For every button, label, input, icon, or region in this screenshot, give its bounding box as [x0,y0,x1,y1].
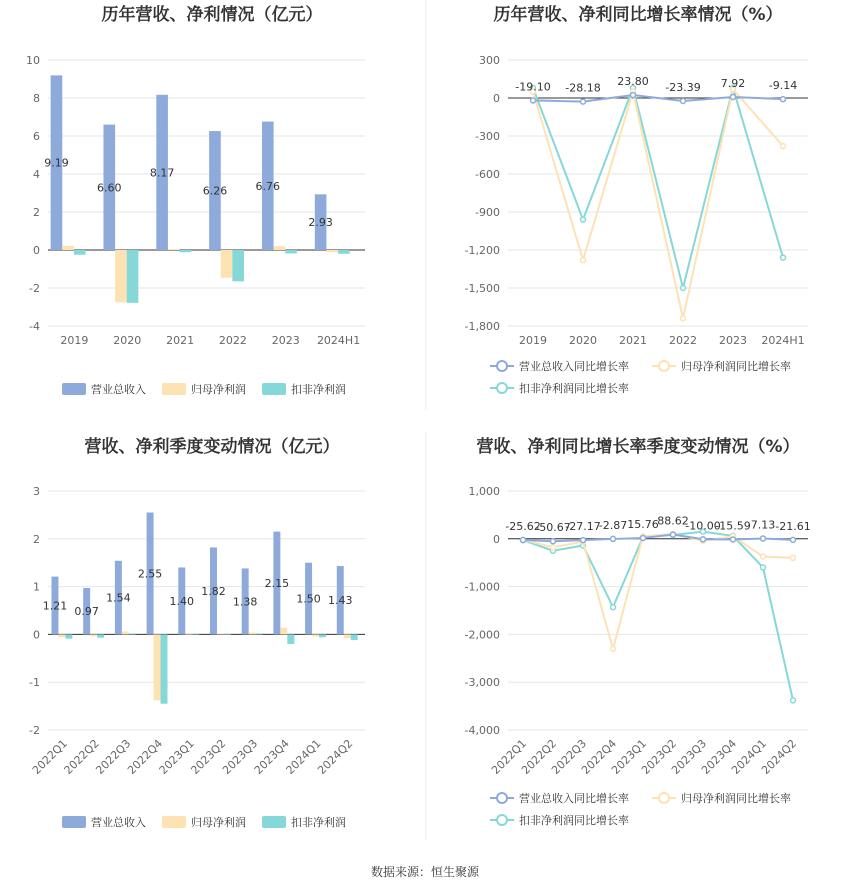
x-tick-label: 2023 [271,334,300,347]
data-label: 1.38 [232,595,258,609]
bar-2 [168,249,180,250]
legend [490,791,791,827]
chart-panel-3 [29,436,365,829]
legend-swatch [162,383,186,395]
bar-3 [256,633,263,634]
legend-label: 归母净利润 [191,383,246,396]
bar-2 [122,632,129,635]
y-tick-label: 0 [493,92,500,105]
x-tick-label: 2022Q4 [579,736,620,777]
y-tick-label: -1,200 [464,244,500,257]
x-tick-label: 2019 [60,334,89,347]
data-point [671,532,676,537]
x-tick-label: 2024Q1 [729,736,770,777]
bar-2 [326,250,338,252]
y-tick-label: 0 [33,628,40,642]
data-point [781,255,786,260]
chart-panel-1 [26,4,365,396]
series-line-2 [533,89,783,318]
legend [62,382,346,396]
y-tick-label: 6 [33,130,40,143]
x-tick-label: 2024H1 [761,334,805,347]
bar-2 [154,634,161,700]
legend-label: 归母净利润 [191,816,246,829]
data-label: -50.67 [535,521,571,535]
x-tick-label: 2023Q2 [639,736,680,777]
data-point [781,97,786,102]
x-tick-label: 2024Q1 [283,736,324,777]
y-tick-label: 2 [33,532,40,546]
x-tick-label: 2023Q4 [251,736,292,777]
x-tick-label: 2022Q3 [549,736,590,777]
data-label: 7.13 [750,518,776,532]
data-point [681,316,686,321]
bar-2 [185,634,192,635]
data-point [581,258,586,263]
data-label: 6.60 [97,181,122,195]
legend-label: 营业总收入 [91,816,146,829]
bar-3 [338,250,350,254]
y-tick-label: -1,800 [464,320,500,333]
y-tick-label: 2 [33,206,40,219]
chart-title: 历年营收、净利情况（亿元） [101,5,323,25]
legend-marker [659,793,669,803]
y-tick-label: -900 [475,206,500,219]
y-tick-label: -1,500 [464,282,500,295]
data-point [791,698,796,703]
bar-2 [274,246,286,250]
series-line-3 [523,532,793,701]
data-label: -19.10 [515,80,551,94]
legend-label: 扣非净利润同比增长率 [519,814,629,827]
data-point [631,92,636,97]
chart-panel-2 [465,4,808,395]
series-line-1 [523,535,793,542]
legend-label: 扣非净利润同比增长率 [519,382,629,395]
y-tick-label: 1,000 [468,485,500,498]
data-label: -25.62 [505,520,541,534]
y-tick-label: 4 [33,168,40,181]
bar-3 [351,634,358,640]
bar-2 [217,633,224,634]
legend-marker [659,361,669,371]
data-label: -21.61 [775,519,811,533]
x-tick-label: 2022 [218,334,247,347]
data-point [731,94,736,99]
data-label: 1.50 [296,592,321,606]
y-tick-label: 3 [33,485,40,498]
bar-3 [232,250,244,281]
legend-swatch [262,816,286,828]
data-point [761,565,766,570]
data-label: 8.17 [149,166,175,180]
data-point [581,99,586,104]
data-label: -10.00 [685,519,721,533]
data-label: 1.43 [328,594,353,608]
x-tick-label: 2023Q1 [609,736,650,777]
data-label: 1.82 [201,584,226,598]
series-line-2 [523,534,793,649]
y-tick-label: -2 [29,282,40,295]
x-tick-label: 2023Q3 [669,736,710,777]
data-label: 1.54 [106,591,131,605]
data-label: 9.19 [44,156,69,170]
y-tick-label: 300 [479,54,500,67]
bar-3 [180,250,192,252]
bar-2 [90,634,97,636]
chart-title: 历年营收、净利同比增长率情况（%） [493,5,783,25]
x-tick-label: 2021 [619,334,647,347]
data-label: 23.80 [617,74,649,88]
data-label: 2.93 [308,216,333,230]
y-tick-label: -1,000 [464,580,500,594]
bar-3 [129,633,136,634]
data-label: 1.21 [42,599,68,613]
source-note: 数据来源：恒生聚源 [370,865,480,879]
data-label: -2.87 [598,518,628,532]
bar-2 [344,634,351,638]
data-point [791,537,796,542]
data-label: 6.76 [255,179,281,193]
x-tick-label: 2023Q3 [220,736,261,777]
bar-2 [58,634,65,637]
y-tick-label: 0 [33,244,40,257]
legend-label: 扣非净利润 [291,383,346,396]
data-label: 15.76 [627,518,659,532]
bar-3 [97,634,104,637]
x-tick-label: 2022Q3 [93,736,134,777]
legend [490,359,791,395]
y-tick-label: -3,000 [464,676,500,690]
data-point [761,536,766,541]
data-label: 2.55 [137,567,163,581]
data-point [551,539,556,544]
data-label: -28.18 [565,81,601,95]
data-label: 6.26 [202,184,228,198]
data-point [791,555,796,560]
x-tick-label: 2023Q1 [156,736,197,777]
legend-swatch [162,816,186,828]
y-tick-label: -2,000 [464,628,500,642]
y-tick-label: -1 [29,676,40,690]
legend-marker [497,793,507,803]
x-tick-label: 2020 [569,334,597,347]
data-label: -15.59 [715,519,751,533]
data-label: -9.14 [768,79,798,93]
x-tick-label: 2022Q2 [519,736,560,777]
legend-swatch [62,816,86,828]
y-tick-label: -300 [475,130,500,143]
bar-3 [287,634,294,644]
x-tick-label: 2019 [519,334,547,347]
x-tick-label: 2022Q1 [489,736,530,777]
data-label: 1.40 [169,594,195,608]
y-tick-label: 1 [33,580,40,594]
legend-marker [497,383,507,393]
bar-3 [161,634,168,703]
data-point [611,605,616,610]
x-tick-label: 2020 [113,334,142,347]
data-point [681,286,686,291]
x-tick-label: 2023 [719,334,747,347]
chart-title: 营收、净利季度变动情况（亿元） [84,437,340,457]
legend-swatch [62,383,86,395]
legend-marker [497,815,507,825]
bar-2 [249,632,256,634]
data-point [611,646,616,651]
data-point [761,554,766,559]
data-label: -23.39 [665,80,701,94]
y-tick-label: 8 [33,92,40,105]
data-point [781,144,786,149]
x-tick-label: 2023Q4 [699,736,740,777]
bar-3 [319,634,326,637]
data-point [581,538,586,543]
bar-2 [312,634,319,636]
x-tick-label: 2022Q4 [125,736,166,777]
legend-label: 营业总收入同比增长率 [519,792,629,805]
bar-3 [285,250,297,253]
y-tick-label: 0 [493,532,500,546]
x-tick-label: 2023Q2 [188,736,229,777]
bar-2 [280,628,287,635]
data-label: 2.15 [264,577,290,591]
y-tick-label: -600 [475,168,500,181]
legend [62,815,346,829]
data-label: 7.92 [720,76,746,90]
bar-3 [127,250,139,303]
legend-swatch [262,383,286,395]
bar-2 [115,250,127,302]
data-point [701,537,706,542]
x-tick-label: 2021 [166,334,195,347]
y-tick-label: -4,000 [464,724,500,737]
x-tick-label: 2022Q2 [61,736,102,777]
data-point [641,536,646,541]
series-line-3 [533,88,783,288]
legend-marker [497,361,507,371]
chart-title: 营收、净利同比增长率季度变动情况（%） [476,437,800,457]
legend-label: 营业总收入 [91,383,146,396]
data-point [681,98,686,103]
data-label: -27.17 [565,520,601,534]
data-point [551,545,556,550]
y-tick-label: -2 [29,724,40,737]
data-point [531,98,536,103]
bar-3 [65,634,72,638]
y-tick-label: 10 [26,54,40,67]
data-point [581,217,586,222]
bar-3 [224,634,231,635]
data-point [521,538,526,543]
legend-label: 归母净利润同比增长率 [681,360,791,373]
x-tick-label: 2024H1 [316,334,361,347]
legend-label: 扣非净利润 [291,816,346,829]
data-point [731,537,736,542]
bar-3 [74,250,86,255]
legend-label: 营业总收入同比增长率 [519,360,629,373]
bar-2 [221,250,233,278]
x-tick-label: 2024Q2 [759,736,800,777]
y-tick-label: -4 [29,320,40,333]
bar-3 [192,634,199,635]
chart-panel-4 [465,436,811,827]
x-tick-label: 2024Q2 [315,736,356,777]
data-label: 0.97 [74,605,99,619]
legend-label: 归母净利润同比增长率 [681,792,791,805]
bar-2 [62,246,74,250]
x-tick-label: 2022 [669,334,697,347]
data-label: 88.62 [657,514,689,528]
data-point [611,536,616,541]
x-tick-label: 2022Q1 [29,736,70,777]
